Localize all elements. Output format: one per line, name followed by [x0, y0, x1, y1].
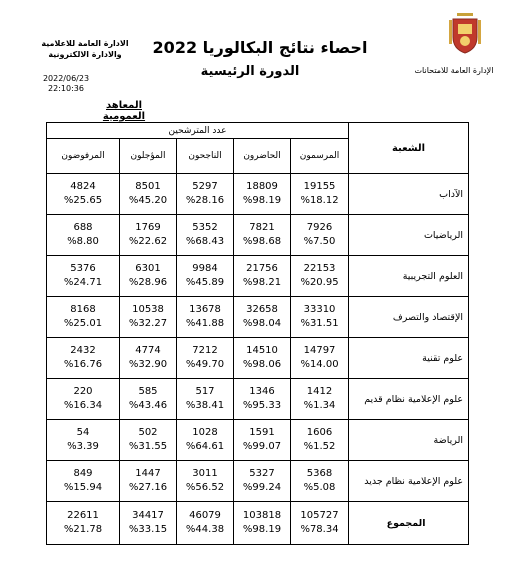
referred-cell: [120, 461, 177, 502]
referred-cell: [120, 420, 177, 461]
present-count: 1591: [249, 427, 275, 438]
registered-count: 22153: [303, 263, 336, 274]
referred-count: 1447: [135, 468, 161, 479]
passed-count: 1028: [192, 427, 218, 438]
registered-percent: %18.12: [300, 195, 339, 206]
referred-count: 10538: [132, 304, 164, 315]
report-date: 2022/06/23: [42, 74, 90, 83]
referred-percent: %32.27: [128, 318, 168, 329]
passed-cell: [177, 379, 234, 420]
passed-count: 5352: [192, 222, 218, 233]
rejected-percent: %16.34: [63, 400, 103, 411]
rejected-count: 688: [73, 222, 93, 233]
referred-count: 4774: [135, 345, 161, 356]
present-percent: %98.21: [242, 277, 282, 288]
rejected-percent: %15.94: [63, 482, 103, 493]
section-heading: المعاهد العمومية: [102, 100, 146, 122]
passed-percent: %41.88: [185, 318, 225, 329]
referred-cell: [120, 215, 177, 256]
present-header: الحاضرون: [234, 139, 291, 174]
table-header-row: [47, 123, 469, 139]
passed-count: 3011: [192, 468, 218, 479]
passed-header: الناجحون: [177, 139, 234, 174]
present-cell: [234, 379, 291, 420]
registered-cell: [291, 338, 349, 379]
referred-count: 34417: [132, 510, 164, 521]
candidates-count-header: عدد المترشحين: [47, 123, 349, 139]
rejected-percent: %16.76: [63, 359, 103, 370]
exams-directorate-label: الإدارة العامة للامتحانات: [414, 66, 494, 75]
present-cell: [234, 420, 291, 461]
present-count: 32658: [246, 304, 278, 315]
present-percent: %98.06: [242, 359, 282, 370]
referred-percent: %32.90: [128, 359, 168, 370]
page-title: احصاء نتائج البكالوريا 2022: [152, 38, 368, 57]
table-row: [47, 338, 469, 379]
registered-percent: %20.95: [300, 277, 339, 288]
passed-percent: %38.41: [185, 400, 225, 411]
rejected-count: 2432: [70, 345, 96, 356]
passed-count: 5297: [192, 181, 218, 192]
present-percent: %95.33: [242, 400, 282, 411]
registered-count: 1412: [306, 386, 333, 397]
registered-cell: [291, 461, 349, 502]
registered-header: المرسمون: [291, 139, 349, 174]
department-line-1: الادارة العامة للاعلامية: [41, 39, 129, 48]
branch-name: الآداب: [349, 174, 469, 215]
passed-count: 517: [195, 386, 215, 397]
page-subtitle: الدورة الرئيسية: [200, 64, 300, 79]
branch-name: العلوم التجريبية: [349, 256, 469, 297]
passed-percent: %44.38: [185, 524, 225, 535]
registered-percent: %1.34: [303, 400, 336, 411]
passed-percent: %45.89: [185, 277, 225, 288]
ministry-logo: [445, 11, 485, 55]
referred-percent: %45.20: [128, 195, 168, 206]
rejected-cell: [47, 297, 120, 338]
branch-name: علوم تقنية: [349, 338, 469, 379]
present-cell: [234, 297, 291, 338]
referred-count: 502: [138, 427, 158, 438]
rejected-cell: [47, 379, 120, 420]
department-line-2: والادارة الالكترونية: [48, 50, 122, 59]
branch-name: الرياضيات: [349, 215, 469, 256]
referred-count: 8501: [135, 181, 161, 192]
branch-name: الإقتصاد والتصرف: [349, 297, 469, 338]
rejected-count: 22611: [67, 510, 99, 521]
rejected-percent: %21.78: [63, 524, 103, 535]
registered-cell: [291, 379, 349, 420]
referred-cell: [120, 502, 177, 545]
table-total-row: [47, 502, 469, 545]
rejected-percent: %25.65: [63, 195, 103, 206]
present-percent: %98.19: [242, 524, 282, 535]
registered-count: 1606: [306, 427, 333, 438]
passed-cell: [177, 215, 234, 256]
registered-count: 7926: [306, 222, 333, 233]
passed-percent: %68.43: [185, 236, 225, 247]
referred-percent: %22.62: [128, 236, 168, 247]
present-percent: %98.19: [242, 195, 282, 206]
referred-cell: [120, 256, 177, 297]
present-cell: [234, 215, 291, 256]
passed-cell: [177, 338, 234, 379]
registered-cell: [291, 420, 349, 461]
rejected-percent: %8.80: [67, 236, 99, 247]
registered-count: 105727: [300, 510, 339, 521]
referred-count: 6301: [135, 263, 161, 274]
branch-header: الشعبة: [349, 123, 469, 174]
rejected-count: 5376: [70, 263, 96, 274]
rejected-count: 54: [76, 427, 90, 438]
rejected-count: 849: [73, 468, 93, 479]
registered-percent: %1.52: [303, 441, 336, 452]
passed-count: 46079: [189, 510, 221, 521]
present-cell: [234, 461, 291, 502]
registered-count: 14797: [303, 345, 336, 356]
referred-cell: [120, 379, 177, 420]
rejected-count: 220: [73, 386, 93, 397]
passed-cell: [177, 297, 234, 338]
registered-cell: [291, 297, 349, 338]
present-cell: [234, 338, 291, 379]
present-count: 103818: [242, 510, 282, 521]
passed-percent: %28.16: [185, 195, 225, 206]
referred-count: 1769: [135, 222, 161, 233]
passed-percent: %56.52: [185, 482, 225, 493]
registered-count: 5368: [306, 468, 333, 479]
registered-cell: [291, 174, 349, 215]
present-percent: %98.68: [242, 236, 282, 247]
rejected-percent: %25.01: [63, 318, 103, 329]
present-count: 5327: [249, 468, 275, 479]
rejected-cell: [47, 420, 120, 461]
passed-count: 7212: [192, 345, 218, 356]
referred-header: المؤجلون: [120, 139, 177, 174]
referred-percent: %43.46: [128, 400, 168, 411]
present-count: 7821: [249, 222, 275, 233]
referred-cell: [120, 297, 177, 338]
present-cell: [234, 174, 291, 215]
branch-name: الرياضة: [349, 420, 469, 461]
present-count: 18809: [246, 181, 278, 192]
registered-count: 33310: [303, 304, 336, 315]
present-cell: [234, 502, 291, 545]
rejected-cell: [47, 174, 120, 215]
rejected-header: المرفوضون: [47, 139, 120, 174]
rejected-count: 4824: [70, 181, 96, 192]
table-row: [47, 256, 469, 297]
branch-name: علوم الإعلامية نظام جديد: [349, 461, 469, 502]
referred-percent: %28.96: [128, 277, 168, 288]
table-row: [47, 215, 469, 256]
passed-percent: %49.70: [185, 359, 225, 370]
rejected-cell: [47, 502, 120, 545]
registered-count: 19155: [303, 181, 336, 192]
table-row: [47, 174, 469, 215]
registered-cell: [291, 256, 349, 297]
report-time: 22:10:36: [48, 84, 84, 93]
referred-percent: %33.15: [128, 524, 168, 535]
present-percent: %98.04: [242, 318, 282, 329]
table-row: [47, 379, 469, 420]
referred-cell: [120, 174, 177, 215]
passed-cell: [177, 461, 234, 502]
passed-cell: [177, 256, 234, 297]
present-percent: %99.24: [242, 482, 282, 493]
present-count: 1346: [249, 386, 275, 397]
results-table: [46, 122, 469, 545]
referred-percent: %31.55: [128, 441, 168, 452]
rejected-cell: [47, 461, 120, 502]
passed-count: 13678: [189, 304, 221, 315]
rejected-percent: %3.39: [67, 441, 99, 452]
table-row: [47, 420, 469, 461]
passed-cell: [177, 420, 234, 461]
registered-percent: %14.00: [300, 359, 339, 370]
rejected-cell: [47, 215, 120, 256]
table-row: [47, 297, 469, 338]
rejected-cell: [47, 338, 120, 379]
present-count: 21756: [246, 263, 278, 274]
total-label: المجموع: [349, 502, 469, 545]
present-count: 14510: [246, 345, 278, 356]
present-cell: [234, 256, 291, 297]
registered-cell: [291, 502, 349, 545]
passed-cell: [177, 174, 234, 215]
passed-percent: %64.61: [185, 441, 225, 452]
table-row: [47, 461, 469, 502]
passed-cell: [177, 502, 234, 545]
rejected-count: 8168: [70, 304, 96, 315]
passed-count: 9984: [192, 263, 218, 274]
registered-cell: [291, 215, 349, 256]
branch-name: علوم الإعلامية نظام قديم: [349, 379, 469, 420]
referred-cell: [120, 338, 177, 379]
registered-percent: %7.50: [303, 236, 336, 247]
referred-percent: %27.16: [128, 482, 168, 493]
registered-percent: %78.34: [300, 524, 339, 535]
registered-percent: %31.51: [300, 318, 339, 329]
referred-count: 585: [138, 386, 158, 397]
registered-percent: %5.08: [303, 482, 336, 493]
present-percent: %99.07: [242, 441, 282, 452]
rejected-percent: %24.71: [63, 277, 103, 288]
rejected-cell: [47, 256, 120, 297]
